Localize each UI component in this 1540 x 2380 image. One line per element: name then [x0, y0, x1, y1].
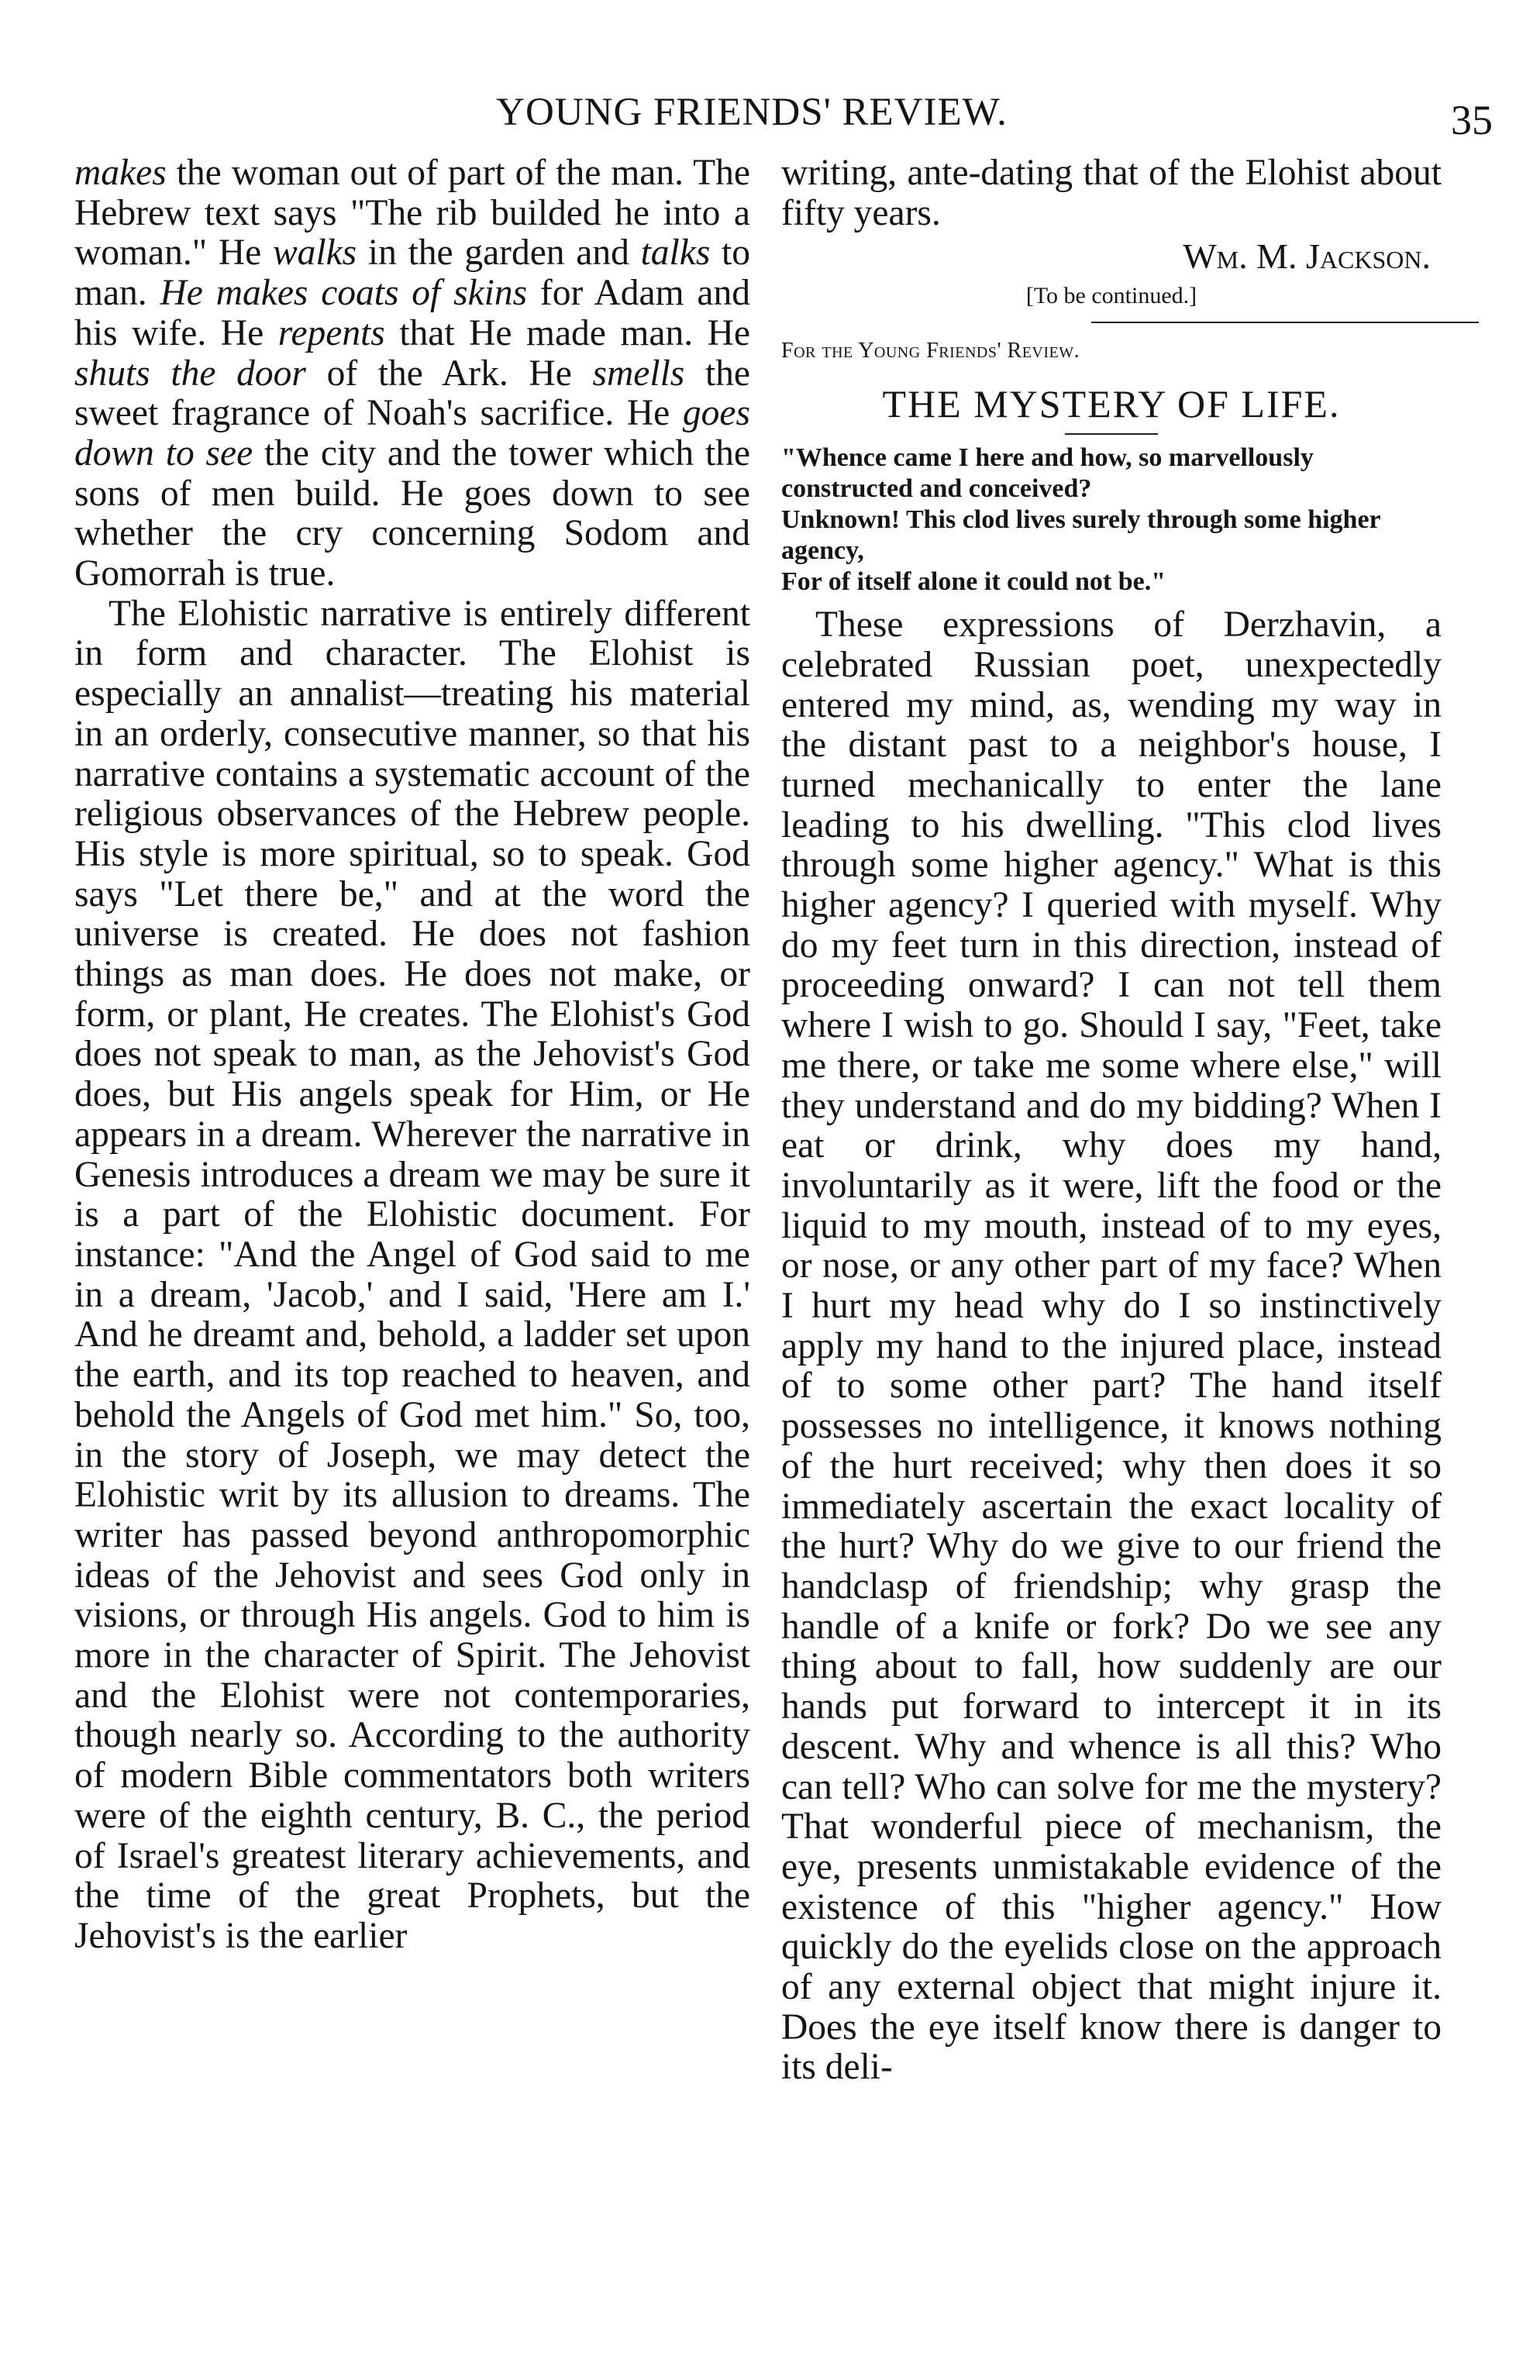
- text-run: in the garden and: [357, 232, 641, 274]
- text-run: of the Ark. He: [305, 353, 593, 394]
- emphasis-run: walks: [272, 232, 357, 274]
- left-paragraph-2: The Elohistic narrative is entirely different in form and character. The Elohist is especially an annalist—treating his material in an orderly, consecutive manner, so that his narrative contains a systematic account of the religious observances of the Hebrew people. His style is more spiritual, so to speak. God says "Let there be," and at the word the universe is created. He does not fashion things as man does. He does not make, or form, or plant, He creates. The Elohist's God does not speak to man, as the Jehovist's God does, but His angels speak for Him, or He appears in a dream. Wherever the narrative in Genesis introduces a dream we may be sure it is a part of the Elohistic document. For instance: "And the Angel of God said to me in a dream, 'Jacob,' and I said, 'Here am I.' And he dreamt and, behold, a ladder set upon the earth, and its top reached to heaven, and behold the Angels of God met him." So, too, in the story of Joseph, we may detect the Elohistic writ by its allusion to dreams. The writer has passed beyond anthropomorphic ideas of the Jehovist and sees God only in visions, or through His angels. God to him is more in the character of Spirit. The Jehovist and the Elohist were not contemporaries, though nearly so. According to the authority of modern Bible commentators both writers were of the eighth century, B. C., the period of Israel's greatest literary achievements, and the time of the great Prophets, but the Jehovist's is the earlier: [74, 593, 750, 1956]
- title-rule: [1065, 433, 1158, 435]
- author-signature: Wm. M. Jackson.: [1183, 236, 1431, 277]
- emphasis-run: makes: [74, 153, 167, 193]
- section-divider: [1091, 322, 1479, 323]
- epigraph-line-3: For of itself alone it could not be.": [781, 567, 1166, 597]
- text-run: to man.: [74, 232, 751, 314]
- emphasis-run: goes down to see: [74, 393, 750, 474]
- right-column: [781, 153, 1442, 2088]
- left-paragraph-1: [74, 153, 750, 594]
- to-be-continued-note: [To be continued.]: [1025, 283, 1197, 309]
- text-run: that He made man. He: [384, 312, 751, 353]
- text-run: the city and the tower which the sons of men build. He goes down to see whether the cry concerning Sodom and Gomorrah is true.: [74, 432, 751, 594]
- page-number: 35: [1451, 97, 1493, 143]
- emphasis-run: talks: [640, 232, 711, 274]
- emphasis-run: He makes coats of skins: [160, 273, 528, 314]
- article-title: THE MYSTERY OF LIFE.: [882, 382, 1341, 426]
- running-head: [74, 87, 1493, 149]
- running-title: YOUNG FRIENDS' REVIEW.: [496, 91, 1008, 134]
- left-column: [74, 153, 750, 1957]
- previous-article-continuation: writing, ante-dating that of the Elohist about fifty years.: [781, 153, 1442, 233]
- emphasis-run: repents: [277, 312, 385, 353]
- epigraph-line-1: "Whence came I here and how, so marvellously constructed and conceived?: [781, 443, 1314, 504]
- epigraph-line-2: Unknown! This clod lives surely through some higher agency,: [781, 505, 1381, 566]
- epigraph: [781, 443, 1442, 598]
- text-run: for Adam and his wife. He: [74, 273, 750, 353]
- emphasis-run: shuts the door: [74, 353, 306, 394]
- article-credit: For the Young Friends' Review.: [781, 339, 1080, 363]
- article-body: These expressions of Derzhavin, a celebrated Russian poet, unexpectedly entered my mind, as, wending my way in the distant past to a neighbor's house, I turned mechanically to enter the lane leading to his dwelling. "This clod lives through some higher agency." What is this higher agency? I queried with myself. Why do my feet turn in this direction, instead of proceeding onward? I can not tell them where I wish to go. Should I say, "Feet, take me there, or take me some where else," will they understand and do my bidding? When I eat or drink, why does my hand, involuntarily as it were, lift the food or the liquid to my mouth, instead of to my eyes, or nose, or any other part of my face? When I hurt my head why do I so instinctively apply my hand to the injured place, instead of to some other part? The hand itself possesses no intelligence, it knows nothing of the hurt received; why then does it so immediately ascertain the exact locality of the hurt? Why do we give to our friend the handclasp of friendship; why grasp the handle of a knife or fork? Do we see any thing about to fall, how suddenly are our hands put forward to intercept it in its descent. Why and whence is all this? Who can tell? Who can solve for me the mystery? That wonderful piece of mechanism, the eye, presents unmistakable evidence of the existence of this "higher agency." How quickly do the eyelids close on the approach of any external object that might injure it. Does the eye itself know there is danger to its deli-: [781, 604, 1442, 2088]
- text-run: the woman out of part of the man. The Hebrew text says "The rib builded he into a woman." He: [74, 153, 750, 274]
- emphasis-run: smells: [592, 353, 685, 394]
- text-run: the sweet fragrance of Noah's sacrifice. He: [74, 353, 751, 434]
